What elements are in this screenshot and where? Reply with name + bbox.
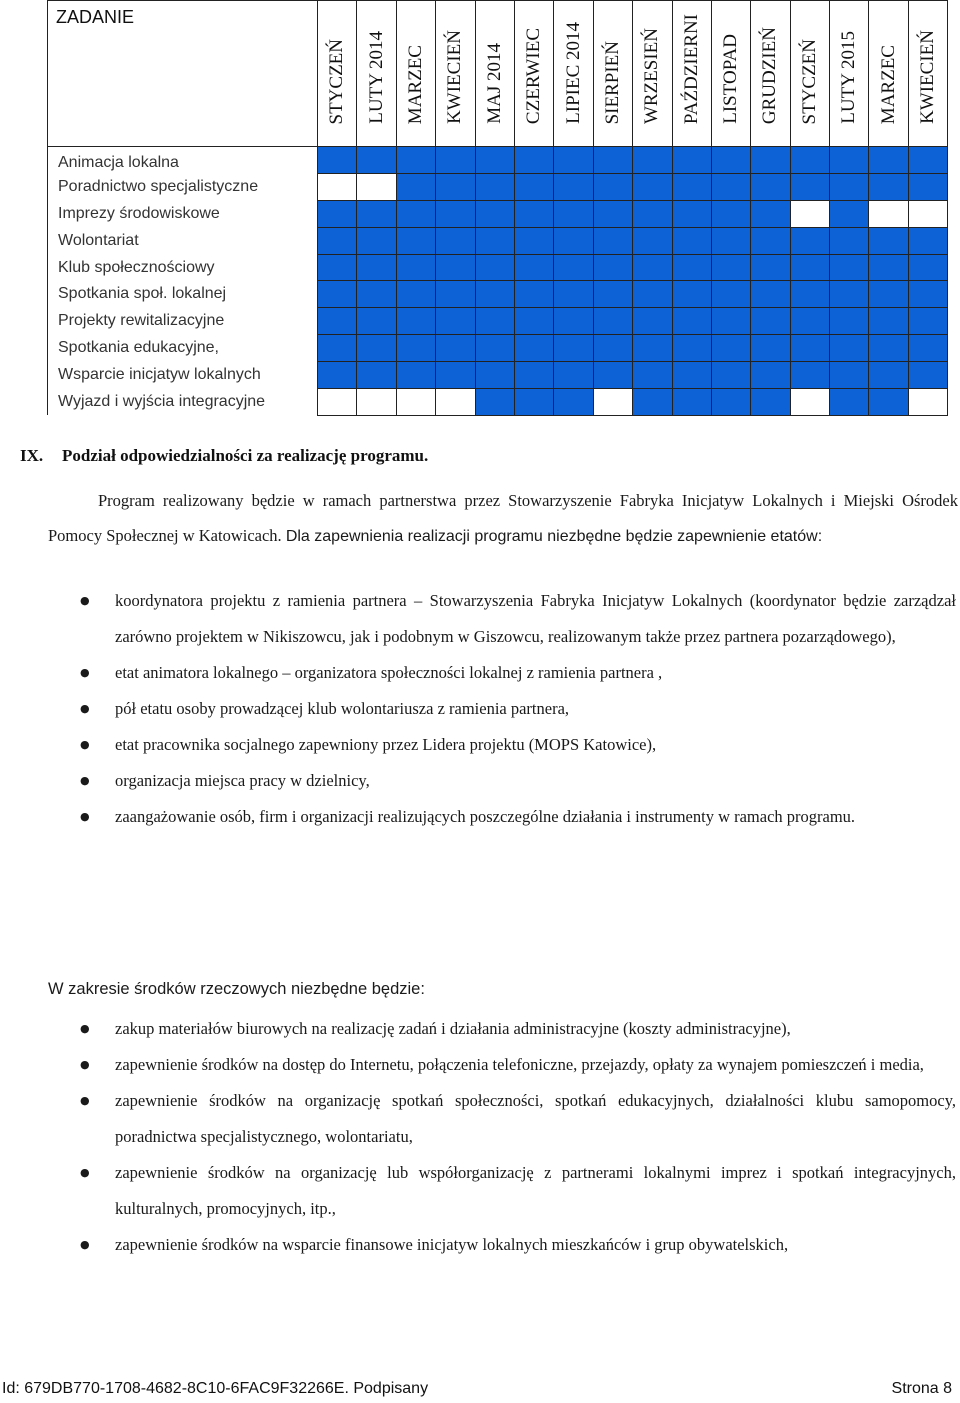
active-month-cell	[514, 389, 553, 416]
active-month-cell	[554, 335, 593, 362]
month-header	[711, 1, 750, 147]
active-month-cell	[593, 335, 632, 362]
schedule-row	[48, 147, 948, 174]
section-heading	[20, 446, 428, 466]
active-month-cell	[436, 173, 475, 200]
bullet-item: ● etat pracownika socjalnego zapewniony przez Lidera projektu (MOPS Katowice),	[0, 727, 958, 763]
active-month-cell	[554, 200, 593, 227]
month-label: CZERWIEC	[523, 27, 545, 124]
active-month-cell	[514, 335, 553, 362]
month-label: MARZEC	[404, 44, 426, 124]
month-label: KWIECIEŃ	[444, 30, 466, 124]
active-month-cell	[633, 389, 672, 416]
active-month-cell	[672, 227, 711, 254]
section-title: Podział odpowiedzialności za realizację programu.	[62, 446, 429, 465]
active-month-cell	[830, 389, 869, 416]
active-month-cell	[672, 281, 711, 308]
schedule-body	[48, 147, 948, 416]
active-month-cell	[436, 254, 475, 281]
inactive-month-cell	[357, 173, 396, 200]
active-month-cell	[711, 389, 750, 416]
active-month-cell	[633, 254, 672, 281]
active-month-cell	[869, 227, 908, 254]
active-month-cell	[908, 362, 947, 389]
active-month-cell	[396, 308, 435, 335]
active-month-cell	[633, 200, 672, 227]
active-month-cell	[790, 362, 829, 389]
active-month-cell	[436, 335, 475, 362]
active-month-cell	[318, 308, 357, 335]
active-month-cell	[830, 254, 869, 281]
active-month-cell	[593, 227, 632, 254]
active-month-cell	[672, 173, 711, 200]
active-month-cell	[554, 147, 593, 174]
active-month-cell	[751, 281, 790, 308]
active-month-cell	[751, 173, 790, 200]
active-month-cell	[711, 200, 750, 227]
active-month-cell	[633, 173, 672, 200]
active-month-cell	[318, 335, 357, 362]
active-month-cell	[751, 200, 790, 227]
active-month-cell	[475, 227, 514, 254]
active-month-cell	[672, 308, 711, 335]
month-label: LUTY 2015	[838, 31, 860, 124]
active-month-cell	[475, 389, 514, 416]
active-month-cell	[514, 254, 553, 281]
active-month-cell	[514, 362, 553, 389]
bullet-item: ● koordynatora projektu z ramienia partnera – Stowarzyszenia Fabryka Inicjatyw Lokalnych (koordynator będzie zarządzał zarówno projektem w Nikiszowcu, jak i podobnym w Giszowcu, realizowanym także przez partnera pozarządowego),	[0, 583, 958, 655]
active-month-cell	[436, 308, 475, 335]
schedule-row	[48, 362, 948, 389]
schedule-row	[48, 173, 948, 200]
active-month-cell	[633, 308, 672, 335]
inactive-month-cell	[357, 389, 396, 416]
active-month-cell	[436, 227, 475, 254]
task-name: Wyjazd i wyjścia integracyjne	[48, 389, 318, 416]
active-month-cell	[711, 335, 750, 362]
active-month-cell	[593, 281, 632, 308]
active-month-cell	[318, 227, 357, 254]
month-header	[908, 1, 947, 147]
month-label: WRZESIEŃ	[641, 27, 663, 124]
active-month-cell	[593, 200, 632, 227]
active-month-cell	[318, 254, 357, 281]
active-month-cell	[396, 335, 435, 362]
active-month-cell	[751, 362, 790, 389]
active-month-cell	[436, 200, 475, 227]
task-name: Animacja lokalna	[48, 147, 318, 174]
active-month-cell	[790, 147, 829, 174]
bullet-item: ● zapewnienie środków na organizację spotkań społeczności, spotkań edukacyjnych, działalności klubu samopomocy, poradnictwa specjalistycznego, wolontariatu,	[0, 1083, 958, 1155]
active-month-cell	[475, 335, 514, 362]
active-month-cell	[357, 200, 396, 227]
bullet-item: ● organizacja miejsca pracy w dzielnicy,	[0, 763, 958, 799]
active-month-cell	[475, 173, 514, 200]
active-month-cell	[436, 147, 475, 174]
active-month-cell	[869, 308, 908, 335]
active-month-cell	[396, 227, 435, 254]
inactive-month-cell	[436, 389, 475, 416]
section-number: IX.	[20, 446, 44, 465]
active-month-cell	[711, 173, 750, 200]
active-month-cell	[554, 227, 593, 254]
active-month-cell	[318, 281, 357, 308]
active-month-cell	[318, 362, 357, 389]
active-month-cell	[357, 335, 396, 362]
active-month-cell	[751, 389, 790, 416]
bullet-item: ● etat animatora lokalnego – organizatora społeczności lokalnej z ramienia partnera ,	[0, 655, 958, 691]
active-month-cell	[908, 147, 947, 174]
active-month-cell	[790, 281, 829, 308]
active-month-cell	[633, 281, 672, 308]
bullet-item: ● zapewnienie środków na organizację lub współorganizację z partnerami lokalnymi imprez i spotkań integracyjnych, kulturalnych, promocyjnych, itp.,	[0, 1155, 958, 1227]
staff-list	[0, 583, 958, 835]
active-month-cell	[672, 335, 711, 362]
active-month-cell	[436, 281, 475, 308]
task-name: Poradnictwo specjalistyczne	[48, 173, 318, 200]
schedule-row	[48, 281, 948, 308]
schedule-row	[48, 389, 948, 416]
month-header	[554, 1, 593, 147]
active-month-cell	[908, 254, 947, 281]
month-header	[436, 1, 475, 147]
active-month-cell	[554, 362, 593, 389]
active-month-cell	[554, 254, 593, 281]
month-header	[751, 1, 790, 147]
active-month-cell	[514, 281, 553, 308]
active-month-cell	[357, 308, 396, 335]
bullet-item: ● zakup materiałów biurowych na realizację zadań i działania administracyjne (koszty administracyjne),	[0, 1011, 958, 1047]
active-month-cell	[711, 308, 750, 335]
month-header	[357, 1, 396, 147]
active-month-cell	[711, 281, 750, 308]
month-header	[672, 1, 711, 147]
month-header	[318, 1, 357, 147]
active-month-cell	[908, 308, 947, 335]
inactive-month-cell	[318, 389, 357, 416]
bullet-item: ● zapewnienie środków na wsparcie finansowe inicjatyw lokalnych mieszkańców i grup obywatelskich,	[0, 1227, 958, 1263]
schedule-row	[48, 335, 948, 362]
month-header	[514, 1, 553, 147]
inactive-month-cell	[396, 389, 435, 416]
active-month-cell	[711, 362, 750, 389]
active-month-cell	[869, 389, 908, 416]
active-month-cell	[475, 147, 514, 174]
active-month-cell	[790, 254, 829, 281]
active-month-cell	[396, 281, 435, 308]
schedule-row	[48, 227, 948, 254]
active-month-cell	[554, 173, 593, 200]
active-month-cell	[318, 200, 357, 227]
month-header	[633, 1, 672, 147]
active-month-cell	[514, 173, 553, 200]
active-month-cell	[593, 173, 632, 200]
active-month-cell	[672, 147, 711, 174]
schedule-header-row	[48, 1, 948, 147]
month-header	[475, 1, 514, 147]
month-label: LUTY 2014	[365, 31, 387, 124]
active-month-cell	[830, 200, 869, 227]
active-month-cell	[830, 362, 869, 389]
active-month-cell	[396, 173, 435, 200]
active-month-cell	[514, 308, 553, 335]
active-month-cell	[593, 308, 632, 335]
inactive-month-cell	[908, 200, 947, 227]
active-month-cell	[711, 147, 750, 174]
active-month-cell	[751, 254, 790, 281]
month-label: KWIECIEŃ	[917, 30, 939, 124]
month-label: PAŹDZIERNI	[680, 13, 702, 124]
schedule-row	[48, 308, 948, 335]
month-label: STYCZEŃ	[326, 38, 348, 124]
active-month-cell	[830, 227, 869, 254]
active-month-cell	[751, 335, 790, 362]
active-month-cell	[514, 227, 553, 254]
month-header	[396, 1, 435, 147]
month-label: SIERPIEŃ	[601, 40, 623, 124]
active-month-cell	[672, 254, 711, 281]
active-month-cell	[790, 335, 829, 362]
inactive-month-cell	[790, 200, 829, 227]
active-month-cell	[830, 281, 869, 308]
active-month-cell	[672, 200, 711, 227]
active-month-cell	[633, 147, 672, 174]
active-month-cell	[908, 227, 947, 254]
active-month-cell	[554, 389, 593, 416]
schedule-row	[48, 200, 948, 227]
active-month-cell	[908, 173, 947, 200]
task-name: Spotkania edukacyjne,	[48, 335, 318, 362]
schedule-row	[48, 254, 948, 281]
task-name: Wolontariat	[48, 227, 318, 254]
active-month-cell	[711, 227, 750, 254]
active-month-cell	[869, 173, 908, 200]
bullet-item: ● zaangażowanie osób, firm i organizacji realizujących poszczególne działania i instrumenty w ramach programu.	[0, 799, 958, 835]
active-month-cell	[830, 173, 869, 200]
month-label: GRUDZIEŃ	[759, 26, 781, 124]
active-month-cell	[751, 147, 790, 174]
schedule-corner-label: ZADANIE	[48, 1, 318, 147]
active-month-cell	[554, 308, 593, 335]
active-month-cell	[554, 281, 593, 308]
active-month-cell	[869, 362, 908, 389]
paragraph-text-serif: Program realizowany będzie w ramach partnerstwa przez Stowarzyszenie Fabryka Inicjatyw Lokalnych i Miejski Ośrodek Pomocy Społecznej w Katowicach.	[48, 491, 958, 545]
task-name: Projekty rewitalizacyjne	[48, 308, 318, 335]
footer-page-number: Strona 8	[891, 1380, 952, 1397]
active-month-cell	[357, 281, 396, 308]
active-month-cell	[357, 147, 396, 174]
active-month-cell	[830, 308, 869, 335]
active-month-cell	[830, 335, 869, 362]
task-name: Spotkania społ. lokalnej	[48, 281, 318, 308]
schedule-table	[47, 0, 948, 416]
active-month-cell	[672, 362, 711, 389]
active-month-cell	[475, 254, 514, 281]
active-month-cell	[318, 147, 357, 174]
active-month-cell	[908, 335, 947, 362]
active-month-cell	[790, 227, 829, 254]
inactive-month-cell	[790, 389, 829, 416]
task-name: Wsparcie inicjatyw lokalnych	[48, 362, 318, 389]
month-label: STYCZEŃ	[798, 38, 820, 124]
active-month-cell	[514, 147, 553, 174]
active-month-cell	[396, 147, 435, 174]
active-month-cell	[357, 362, 396, 389]
active-month-cell	[357, 254, 396, 281]
active-month-cell	[396, 362, 435, 389]
active-month-cell	[830, 147, 869, 174]
active-month-cell	[593, 147, 632, 174]
paragraph-text-sans: Dla zapewnienia realizacji programu niezbędne będzie zapewnienie etatów:	[285, 528, 823, 545]
active-month-cell	[475, 308, 514, 335]
active-month-cell	[396, 254, 435, 281]
month-label: MAJ 2014	[483, 43, 505, 124]
inactive-month-cell	[869, 200, 908, 227]
active-month-cell	[869, 147, 908, 174]
active-month-cell	[711, 254, 750, 281]
inactive-month-cell	[318, 173, 357, 200]
active-month-cell	[475, 200, 514, 227]
inactive-month-cell	[908, 389, 947, 416]
active-month-cell	[436, 362, 475, 389]
inactive-month-cell	[593, 389, 632, 416]
task-name: Klub społecznościowy	[48, 254, 318, 281]
task-name: Imprezy środowiskowe	[48, 200, 318, 227]
active-month-cell	[514, 200, 553, 227]
section-paragraph	[48, 483, 958, 554]
active-month-cell	[751, 308, 790, 335]
month-header	[593, 1, 632, 147]
resources-list	[0, 1011, 958, 1263]
month-header	[869, 1, 908, 147]
month-label: LIPIEC 2014	[562, 22, 584, 124]
active-month-cell	[475, 281, 514, 308]
month-header	[830, 1, 869, 147]
active-month-cell	[790, 173, 829, 200]
active-month-cell	[593, 254, 632, 281]
active-month-cell	[396, 200, 435, 227]
month-header	[790, 1, 829, 147]
active-month-cell	[869, 254, 908, 281]
active-month-cell	[633, 335, 672, 362]
month-label: MARZEC	[877, 44, 899, 124]
bullet-item: ● zapewnienie środków na dostęp do Internetu, połączenia telefoniczne, przejazdy, opłaty za wynajem pomieszczeń i media,	[0, 1047, 958, 1083]
active-month-cell	[908, 281, 947, 308]
resources-heading: W zakresie środków rzeczowych niezbędne będzie:	[48, 980, 425, 998]
month-label: LISTOPAD	[720, 34, 742, 124]
active-month-cell	[869, 335, 908, 362]
active-month-cell	[593, 362, 632, 389]
active-month-cell	[357, 227, 396, 254]
active-month-cell	[869, 281, 908, 308]
active-month-cell	[633, 362, 672, 389]
bullet-item: ● pół etatu osoby prowadzącej klub wolontariusza z ramienia partnera,	[0, 691, 958, 727]
active-month-cell	[790, 308, 829, 335]
active-month-cell	[475, 362, 514, 389]
active-month-cell	[751, 227, 790, 254]
active-month-cell	[672, 389, 711, 416]
active-month-cell	[633, 227, 672, 254]
footer-document-id: Id: 679DB770-1708-4682-8C10-6FAC9F32266E. Podpisany	[2, 1380, 429, 1397]
